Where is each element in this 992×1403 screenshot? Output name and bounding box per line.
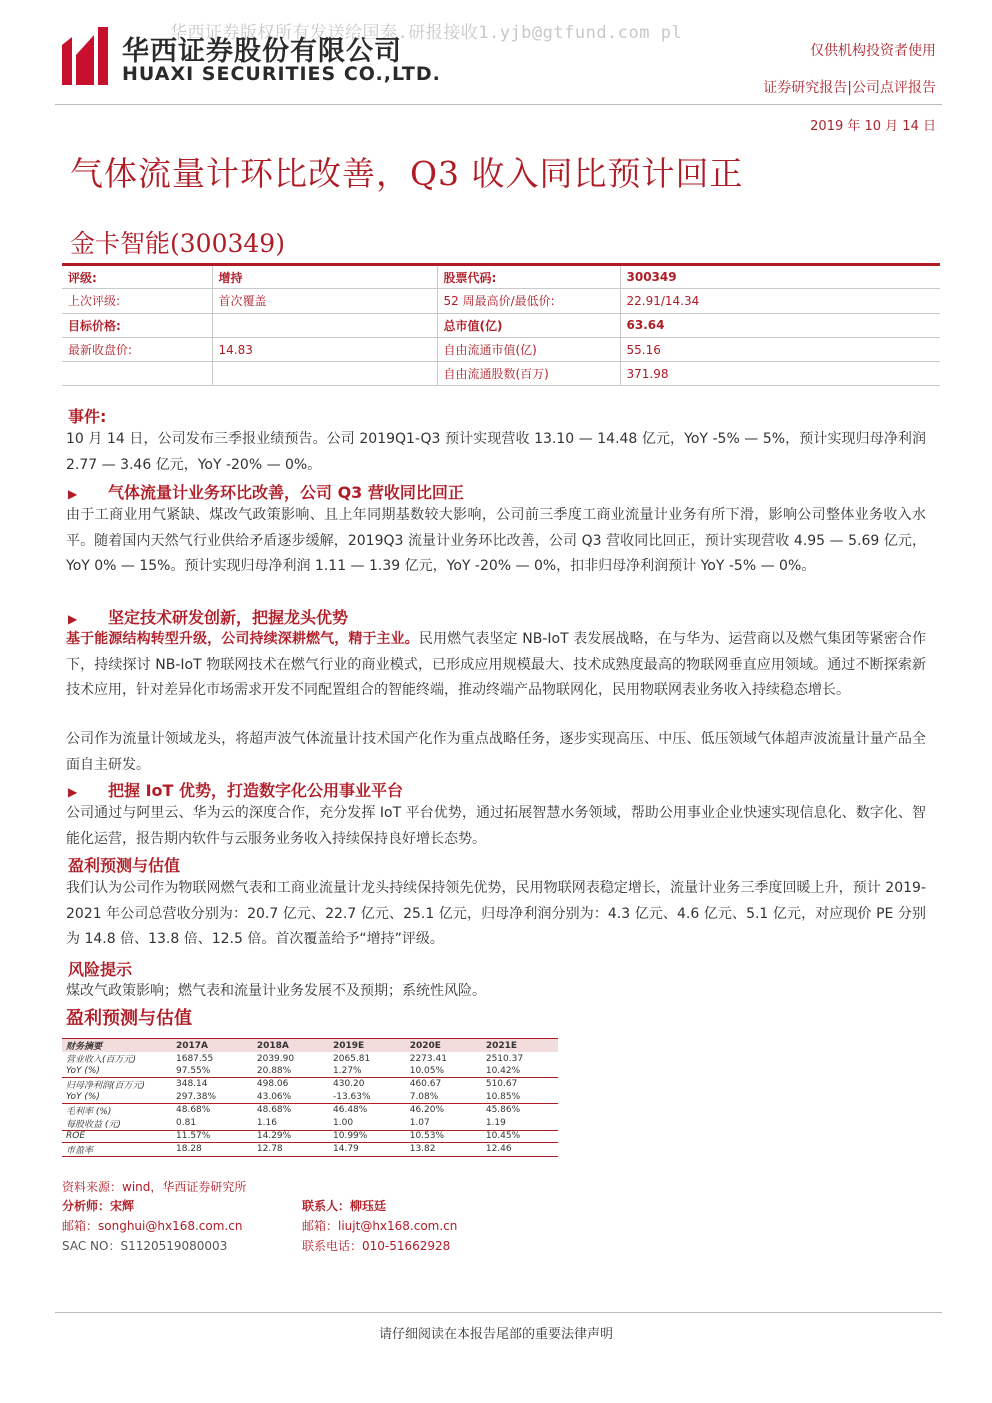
table-cell: 297.38% bbox=[172, 1091, 253, 1103]
info-cell: 评级: bbox=[62, 265, 212, 289]
info-cell: 22.91/14.34 bbox=[620, 289, 940, 313]
section3-title: 把握 IoT 优势，打造数字化公用事业平台 bbox=[108, 781, 404, 800]
info-cell: 300349 bbox=[620, 265, 940, 289]
table-cell: 14.79 bbox=[329, 1142, 406, 1156]
analyst-email: 邮箱：songhui@hx168.com.cn bbox=[62, 1219, 243, 1233]
info-cell: 首次覆盖 bbox=[212, 289, 437, 313]
section2-bold-lead: 基于能源结构转型升级，公司持续深耕燃气，精于主业。 bbox=[66, 631, 419, 647]
info-cell: 自由流通股数(百万) bbox=[437, 362, 620, 386]
forecast-heading: 盈利预测与估值 bbox=[68, 856, 181, 875]
table-cell: 48.68% bbox=[256, 1105, 292, 1116]
table-row bbox=[62, 1091, 558, 1103]
table-cell: 每股收益 (元) bbox=[62, 1117, 172, 1131]
table-header-cell: 2021E bbox=[482, 1039, 558, 1053]
table-cell: 毛利率 (%) bbox=[66, 1106, 112, 1117]
info-row bbox=[62, 289, 940, 313]
table-row bbox=[62, 1065, 558, 1077]
table-cell: -13.63% bbox=[329, 1091, 406, 1103]
forecast-text: 我们认为公司作为物联网燃气表和工商业流量计龙头持续保持领先优势，民用物联网表稳定增长，流量计业务三季度回暖上升，预计 2019-2021 年公司总营收分别为：20.7 亿元、22.7 亿元、25.1 亿元，归母净利润分别为：4.3 亿元、4.6 亿元、5.1 亿元，对应现价 PE 分别为 14.8 倍、13.8 倍、12.5 倍。首次覆盖给予“增持”评级。 bbox=[66, 880, 926, 947]
risk-text: 煤改气政策影响；燃气表和流量计业务发展不及预期；系统性风险。 bbox=[66, 983, 486, 999]
table-cell: 归母净利润(百万元) bbox=[66, 1080, 146, 1091]
info-cell bbox=[212, 362, 437, 386]
table-row bbox=[62, 1142, 558, 1156]
section2-heading bbox=[68, 605, 348, 628]
financial-summary-table bbox=[62, 1038, 558, 1157]
info-cell: 63.64 bbox=[620, 313, 940, 337]
financial-table-title: 盈利预测与估值 bbox=[66, 1008, 192, 1029]
section3-heading bbox=[68, 778, 403, 801]
table-header-cell: 2020E bbox=[406, 1039, 482, 1053]
audience-label: 仅供机构投资者使用 bbox=[810, 43, 936, 59]
table-row bbox=[62, 1052, 558, 1065]
info-row bbox=[62, 265, 940, 289]
stock-info-table bbox=[62, 263, 940, 386]
info-cell: 14.83 bbox=[212, 337, 437, 361]
table-cell: 0.81 bbox=[172, 1117, 253, 1131]
table-cell: 营业收入(百万元) bbox=[66, 1055, 137, 1065]
header-divider bbox=[55, 104, 942, 105]
table-cell: 97.55% bbox=[172, 1065, 253, 1077]
table-row bbox=[62, 1103, 558, 1117]
table-cell: 460.67 bbox=[409, 1079, 442, 1090]
table-cell: 12.78 bbox=[253, 1142, 329, 1156]
event-text: 10 月 14 日，公司发布三季报业绩预告。公司 2019Q1-Q3 预计实现营收 13.10 — 14.48 亿元，YoY -5% — 5%，预计实现归母净利润 2.77 — 3.46 亿元，YoY -20% — 0%。 bbox=[66, 431, 926, 473]
risk-heading: 风险提示 bbox=[68, 960, 133, 979]
info-cell bbox=[212, 313, 437, 337]
section2-title: 坚定技术研发创新，把握龙头优势 bbox=[108, 608, 349, 627]
report-date: 2019 年 10 月 14 日 bbox=[810, 119, 936, 134]
info-row bbox=[62, 313, 940, 337]
table-cell: 1.27% bbox=[329, 1065, 406, 1077]
table-cell: 2039.90 bbox=[256, 1053, 295, 1064]
table-cell: 48.68% bbox=[176, 1105, 211, 1116]
table-cell: 1.00 bbox=[329, 1117, 406, 1131]
table-header-cell: 2017A bbox=[172, 1039, 253, 1053]
watermark: 华西证券版权所有发送给国泰.研报接收1.yjb@gtfund.com pl bbox=[170, 23, 683, 43]
table-cell: YoY (%) bbox=[62, 1065, 172, 1077]
report-category: 证券研究报告|公司点评报告 bbox=[763, 80, 936, 96]
table-cell: 498.06 bbox=[256, 1079, 289, 1090]
company-name: 金卡智能(300349) bbox=[70, 229, 285, 258]
contact-block bbox=[302, 1196, 457, 1256]
table-cell: 10.05% bbox=[406, 1065, 482, 1077]
table-cell: 45.86% bbox=[485, 1105, 521, 1116]
table-cell: 1.19 bbox=[482, 1117, 558, 1131]
table-cell: 市盈率 bbox=[62, 1142, 172, 1156]
analyst-name: 分析师：宋辉 bbox=[62, 1199, 135, 1213]
info-cell: 股票代码: bbox=[437, 265, 620, 289]
table-cell: 430.20 bbox=[333, 1079, 365, 1090]
table-cell: 348.14 bbox=[176, 1079, 208, 1090]
analyst-sac: SAC NO：S1120519080003 bbox=[62, 1239, 228, 1253]
triangle-bullet-icon: ▶ bbox=[68, 785, 78, 799]
table-header-cell: 2018A bbox=[253, 1039, 329, 1053]
info-cell: 55.16 bbox=[620, 337, 940, 361]
table-row bbox=[62, 1077, 558, 1091]
table-cell: 14.29% bbox=[253, 1130, 329, 1142]
table-header-row bbox=[62, 1039, 558, 1053]
table-cell: 2065.81 bbox=[333, 1053, 371, 1064]
analyst-block bbox=[62, 1196, 242, 1256]
table-header-cell: 2019E bbox=[329, 1039, 406, 1053]
info-cell bbox=[62, 362, 212, 386]
report-title: 气体流量计环比改善，Q3 收入同比预计回正 bbox=[70, 154, 744, 193]
info-cell: 上次评级: bbox=[62, 289, 212, 313]
table-cell: 12.46 bbox=[482, 1142, 558, 1156]
section2-text bbox=[66, 627, 926, 704]
legal-footer: 请仔细阅读在本报告尾部的重要法律声明 bbox=[378, 1327, 613, 1342]
logo-en-text: HUAXI SECURITIES CO.,LTD. bbox=[122, 63, 441, 85]
table-row bbox=[62, 1117, 558, 1131]
table-cell: 11.57% bbox=[172, 1130, 253, 1142]
table-cell: 20.88% bbox=[253, 1065, 329, 1077]
table-cell: 10.85% bbox=[482, 1091, 558, 1103]
info-cell: 目标价格: bbox=[62, 313, 212, 337]
info-row bbox=[62, 362, 940, 386]
section1-title: 气体流量计业务环比改善，公司 Q3 营收同比回正 bbox=[108, 483, 464, 502]
table-cell: 510.67 bbox=[485, 1079, 518, 1090]
huaxi-logo-icon bbox=[62, 27, 108, 85]
section2-body: 民用燃气表坚定 NB-IoT 表发展战略，在与华为、运营商以及燃气集团等紧密合作下，持续探讨 NB-IoT 物联网技术在燃气行业的商业模式，已形成应用规模最大、技术成熟度最高的物联网垂直应用领域。通过不断探索新技术应用，针对差异化市场需求开发不同配置组合的智能终端，推动终端产品物联网化，民用物联网表业务收入持续稳态增长。 bbox=[66, 631, 927, 698]
section2-text2: 公司作为流量计领域龙头，将超声波气体流量计技术国产化作为重点战略任务，逐步实现高压、中压、低压领域气体超声波流量计量产品全面自主研发。 bbox=[66, 731, 926, 773]
table-cell: 10.45% bbox=[482, 1130, 558, 1142]
info-cell: 总市值(亿) bbox=[437, 313, 620, 337]
triangle-bullet-icon: ▶ bbox=[68, 612, 78, 626]
table-cell: 7.08% bbox=[406, 1091, 482, 1103]
section1-text: 由于工商业用气紧缺、煤改气政策影响、且上年同期基数较大影响，公司前三季度工商业流量计业务有所下滑，影响公司整体业务收入水平。随着国内天然气行业供给矛盾逐步缓解，2019Q3 流量计业务环比改善，公司 Q3 营收同比回正，预计实现营收 4.95 — 5.69 亿元，YoY 0% — 15%。预计实现归母净利润 1.11 — 1.39 亿元，YoY -20% — 0%，扣非归母净利润预计 YoY -5% — 0%。 bbox=[66, 507, 926, 574]
info-cell: 最新收盘价: bbox=[62, 337, 212, 361]
table-cell: 1687.55 bbox=[176, 1053, 214, 1064]
table-cell: 10.99% bbox=[329, 1130, 406, 1142]
info-row bbox=[62, 337, 940, 361]
triangle-bullet-icon: ▶ bbox=[68, 487, 78, 501]
table-row bbox=[62, 1130, 558, 1142]
table-cell: 1.16 bbox=[253, 1117, 329, 1131]
table-cell: 43.06% bbox=[253, 1091, 329, 1103]
section1-heading bbox=[68, 480, 464, 503]
info-cell: 自由流通市值(亿) bbox=[437, 337, 620, 361]
table-cell: 13.82 bbox=[406, 1142, 482, 1156]
table-cell: YoY (%) bbox=[62, 1091, 172, 1103]
info-cell: 增持 bbox=[212, 265, 437, 289]
contact-phone: 联系电话：010-51662928 bbox=[302, 1239, 451, 1253]
logo-cn-text: 华西证券股份有限公司 bbox=[122, 36, 402, 67]
contact-name: 联系人：柳珏廷 bbox=[302, 1199, 387, 1213]
table-cell: 46.20% bbox=[409, 1105, 445, 1116]
section3-text: 公司通过与阿里云、华为云的深度合作，充分发挥 IoT 平台优势，通过拓展智慧水务领域，帮助公用事业企业快速实现信息化、数字化、智能化运营，报告期内软件与云服务业务收入持续保持良好增长态势。 bbox=[66, 805, 926, 847]
table-header-cell: 财务摘要 bbox=[62, 1039, 172, 1053]
data-source: 资料来源：wind，华西证券研究所 bbox=[62, 1180, 247, 1194]
table-cell: 10.53% bbox=[406, 1130, 482, 1142]
table-cell: 1.07 bbox=[406, 1117, 482, 1131]
table-cell: 46.48% bbox=[333, 1105, 368, 1116]
table-cell: 2510.37 bbox=[485, 1053, 524, 1064]
footer-divider bbox=[55, 1312, 942, 1313]
event-heading: 事件: bbox=[68, 407, 107, 426]
table-cell: ROE bbox=[62, 1130, 172, 1142]
contact-email: 邮箱：liujt@hx168.com.cn bbox=[302, 1219, 458, 1233]
table-cell: 18.28 bbox=[172, 1142, 253, 1156]
info-cell: 371.98 bbox=[620, 362, 940, 386]
table-cell: 2273.41 bbox=[409, 1053, 447, 1064]
table-cell: 10.42% bbox=[482, 1065, 558, 1077]
info-cell: 52 周最高价/最低价: bbox=[437, 289, 620, 313]
